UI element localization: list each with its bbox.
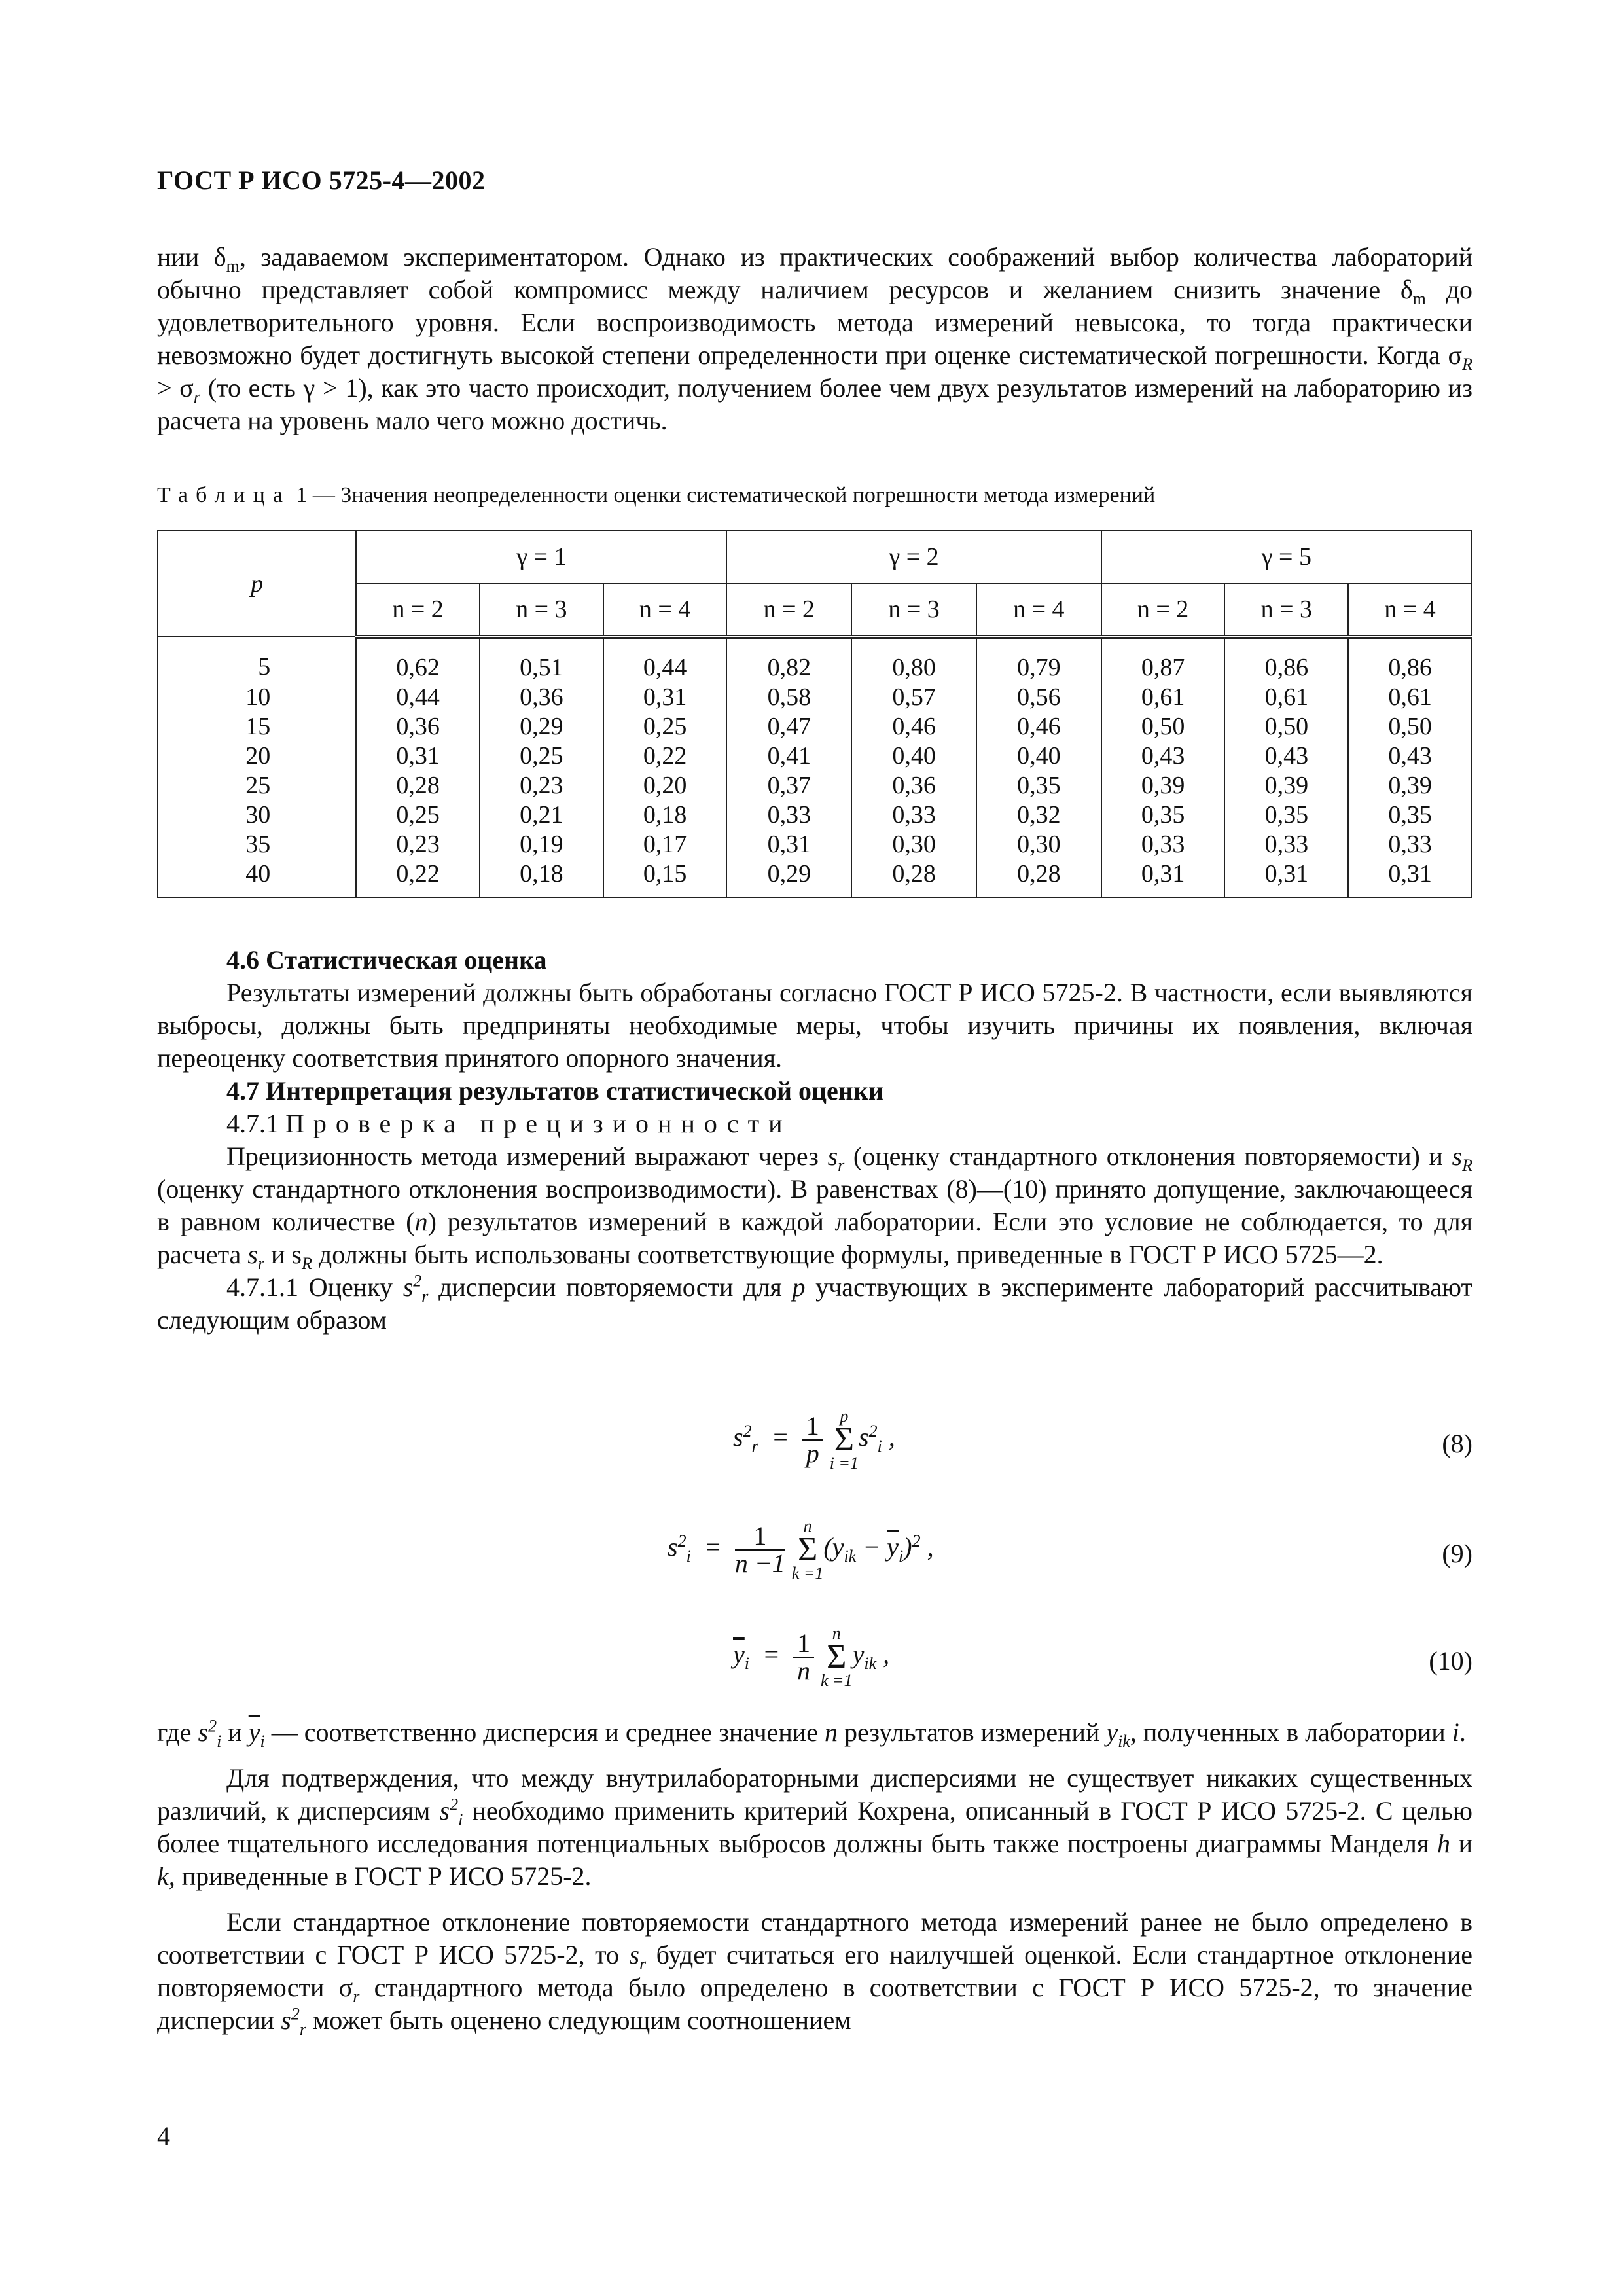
table-cell: 0,51 (480, 637, 603, 683)
table-cell: 0,29 (480, 712, 603, 742)
table-cell: 0,33 (726, 800, 851, 830)
table-cell: 0,41 (726, 742, 851, 771)
table-caption: Таблица 1 — Значения неопределенности оценки систематической погрешности метода измерений (157, 483, 1156, 507)
table-cell: 0,25 (356, 800, 480, 830)
table-cell: 0,22 (356, 859, 480, 897)
table-cell: 0,31 (603, 683, 727, 712)
table-row (158, 712, 1472, 742)
table-cell-p: 25 (158, 771, 356, 800)
table-cell: 0,35 (976, 771, 1101, 800)
table-subheader: n = 2 (356, 583, 480, 637)
table-cell-p: 5 (158, 637, 356, 683)
table-cell: 0,20 (603, 771, 727, 800)
table-subheader: n = 3 (851, 583, 976, 637)
equation-10: $\overline{y}_i$ = $\frac{1}{n}$ n Σ k =1 $y_{ik}$ , (733, 1624, 890, 1690)
table-header-group: γ = 5 (1101, 531, 1472, 583)
table-cell: 0,40 (851, 742, 976, 771)
table-cell: 0,44 (356, 683, 480, 712)
table-cell: 0,82 (726, 637, 851, 683)
table-cell: 0,19 (480, 830, 603, 859)
table-subheader: n = 2 (1101, 583, 1225, 637)
table-cell: 0,28 (976, 859, 1101, 897)
table-cell: 0,31 (726, 830, 851, 859)
table-cell: 0,35 (1224, 800, 1348, 830)
table-cell: 0,22 (603, 742, 727, 771)
table-cell: 0,33 (851, 800, 976, 830)
table-cell-p: 20 (158, 742, 356, 771)
table-cell: 0,40 (976, 742, 1101, 771)
section-4-7-1-1-text: 4.7.1.1 Оценку $s^2_r$ дисперсии повторяемости для p участвующих в эксперименте лабораторий рассчитывают следующим образом (157, 1271, 1472, 1335)
table-cell: 0,18 (603, 800, 727, 830)
table-cell: 0,61 (1101, 683, 1225, 712)
table-cell: 0,61 (1348, 683, 1472, 712)
table-row (158, 830, 1472, 859)
section-4-6-heading: 4.6 Статистическая оценка (226, 945, 547, 975)
table-cell-p: 30 (158, 800, 356, 830)
table-row (158, 771, 1472, 800)
section-4-6-4-7 (157, 944, 1472, 1336)
section-4-7-heading: 4.7 Интерпретация результатов статистической оценки (226, 1076, 883, 1105)
equation-8: $s^2_r$ = $\frac{1}{p}$ p Σ i =1 $s^2_i$ , (733, 1407, 895, 1473)
table-cell: 0,39 (1348, 771, 1472, 800)
table-cell: 0,25 (480, 742, 603, 771)
section-4-7-1-heading: 4.7.1 Проверка прецизионности (226, 1109, 792, 1138)
table-cell: 0,87 (1101, 637, 1225, 683)
table-row (158, 683, 1472, 712)
table-cell: 0,37 (726, 771, 851, 800)
table-cell: 0,15 (603, 859, 727, 897)
table-cell: 0,36 (356, 712, 480, 742)
table-cell: 0,36 (480, 683, 603, 712)
table-cell: 0,21 (480, 800, 603, 830)
table-cell: 0,33 (1224, 830, 1348, 859)
equation-10-number: (10) (1429, 1646, 1472, 1676)
table-cell: 0,50 (1224, 712, 1348, 742)
table-row (158, 637, 1472, 683)
table-cell: 0,50 (1348, 712, 1472, 742)
section-4-7-1-text: Прецизионность метода измерений выражают через $s_r$ (оценку стандартного отклонения повторяемости) и $s_R$ (оценку стандартного отклонения воспроизводимости). В равенствах (8)—(10) принято допущение, заключающееся в равном количестве (n) результатов измерений в каждой лаборатории. Если это условие не соблюдается, то для расчета $s_r$ и $s_R$ должны быть использованы соответствующие формулы, приведенные в ГОСТ Р ИСО 5725—2. (157, 1141, 1473, 1273)
table-cell: 0,30 (976, 830, 1101, 859)
table-subheader: n = 3 (1224, 583, 1348, 637)
table-cell: 0,80 (851, 637, 976, 683)
table-cell: 0,23 (480, 771, 603, 800)
table-cell: 0,25 (603, 712, 727, 742)
table-cell-p: 15 (158, 712, 356, 742)
table-cell: 0,58 (726, 683, 851, 712)
table-cell: 0,33 (1348, 830, 1472, 859)
table-cell: 0,86 (1348, 637, 1472, 683)
document-header: ГОСТ Р ИСО 5725-4—2002 (157, 166, 486, 195)
table-cell: 0,30 (851, 830, 976, 859)
table-cell: 0,46 (976, 712, 1101, 742)
page-number: 4 (157, 2121, 170, 2151)
table-cell: 0,79 (976, 637, 1101, 683)
table-cell: 0,33 (1101, 830, 1225, 859)
equation-9: $s^2_i$ = $\frac{1}{n -1}$ n Σ k =1 $(y_{ik} - \overline{y}_i)^2$ , (668, 1516, 934, 1583)
table-cell: 0,57 (851, 683, 976, 712)
equation-9-number: (9) (1442, 1539, 1472, 1568)
table-cell-p: 35 (158, 830, 356, 859)
table-cell: 0,31 (1101, 859, 1225, 897)
table-cell: 0,43 (1101, 742, 1225, 771)
table-cell: 0,46 (851, 712, 976, 742)
table-cell: 0,17 (603, 830, 727, 859)
where-paragraph: где $s^2_i$ и $\overline{y}_i$ — соответственно дисперсия и среднее значение n результатов измерений $y_{ik}$, полученных в лаборатории i. (157, 1716, 1466, 1751)
equation-8-number: (8) (1442, 1429, 1472, 1458)
table-cell: 0,61 (1224, 683, 1348, 712)
table-cell: 0,50 (1101, 712, 1225, 742)
table-cell: 0,36 (851, 771, 976, 800)
table-row (158, 800, 1472, 830)
table-cell-p: 10 (158, 683, 356, 712)
table-cell: 0,23 (356, 830, 480, 859)
table-cell: 0,39 (1101, 771, 1225, 800)
table-cell-p: 40 (158, 859, 356, 897)
table-cell: 0,31 (1348, 859, 1472, 897)
table-cell: 0,28 (851, 859, 976, 897)
table-header-group: γ = 1 (356, 531, 726, 583)
cochran-paragraph: Для подтверждения, что между внутрилабораторными дисперсиями не существует никаких существенных различий, к дисперсиям $s^2_i$ необходимо применить критерий Кохрена, описанный в ГОСТ Р ИСО 5725-2. С целью более тщательного исследования потенциальных выбросов должны быть также построены диаграммы Манделя h и k, приведенные в ГОСТ Р ИСО 5725-2. (157, 1763, 1473, 1891)
table-cell: 0,35 (1101, 800, 1225, 830)
table-subheader: n = 4 (976, 583, 1101, 637)
table-cell: 0,29 (726, 859, 851, 897)
section-4-6-text: Результаты измерений должны быть обработаны согласно ГОСТ Р ИСО 5725-2. В частности, если выявляются выбросы, должны быть предприняты необходимые меры, чтобы изучить причины их появления, включая переоценку соответствия принятого опорного значения. (157, 978, 1472, 1073)
table-subheader: n = 2 (726, 583, 851, 637)
table-cell: 0,43 (1348, 742, 1472, 771)
table-row (158, 742, 1472, 771)
table-cell: 0,56 (976, 683, 1101, 712)
table-cell: 0,32 (976, 800, 1101, 830)
table-cell: 0,35 (1348, 800, 1472, 830)
table-subheader: n = 3 (480, 583, 603, 637)
table-subheader: n = 4 (1348, 583, 1472, 637)
table-subheader: n = 4 (603, 583, 727, 637)
table-cell: 0,39 (1224, 771, 1348, 800)
uncertainty-table (157, 530, 1472, 898)
table-header-p: p (158, 531, 356, 637)
table-cell: 0,86 (1224, 637, 1348, 683)
intro-paragraph: нии $\delta_m$, задаваемом экспериментатором. Однако из практических соображений выбор количества лабораторий обычно представляет собой компромисс между наличием ресурсов и желанием снизить значение $\delta_m$ до удовлетворительного уровня. Если воспроизводимость метода измерений невысока, то тогда практически невозможно будет достигнуть высокой степени определенности при оценке систематической погрешности. Когда $\sigma_R > \sigma_r$ (то есть γ > 1), как это часто происходит, получением более чем двух результатов измерений на лабораторию из расчета на уровень мало чего можно достичь. (157, 242, 1473, 435)
table-cell: 0,18 (480, 859, 603, 897)
table-cell: 0,31 (356, 742, 480, 771)
table-cell: 0,28 (356, 771, 480, 800)
table-header-group: γ = 2 (726, 531, 1101, 583)
table-cell: 0,62 (356, 637, 480, 683)
table-cell: 0,31 (1224, 859, 1348, 897)
table-cell: 0,43 (1224, 742, 1348, 771)
repeatability-paragraph: Если стандартное отклонение повторяемости стандартного метода измерений ранее не было определено в соответствии с ГОСТ Р ИСО 5725-2, то $s_r$ будет считаться его наилучшей оценкой. Если стандартное отклонение повторяемости $\sigma_r$ стандартного метода было определено в соответствии с ГОСТ Р ИСО 5725-2, то значение дисперсии $s^2_r$ может быть оценено следующим соотношением (157, 1907, 1473, 2039)
section-after-equations (157, 1716, 1472, 2037)
table-cell: 0,44 (603, 637, 727, 683)
table-row (158, 859, 1472, 897)
table-cell: 0,47 (726, 712, 851, 742)
